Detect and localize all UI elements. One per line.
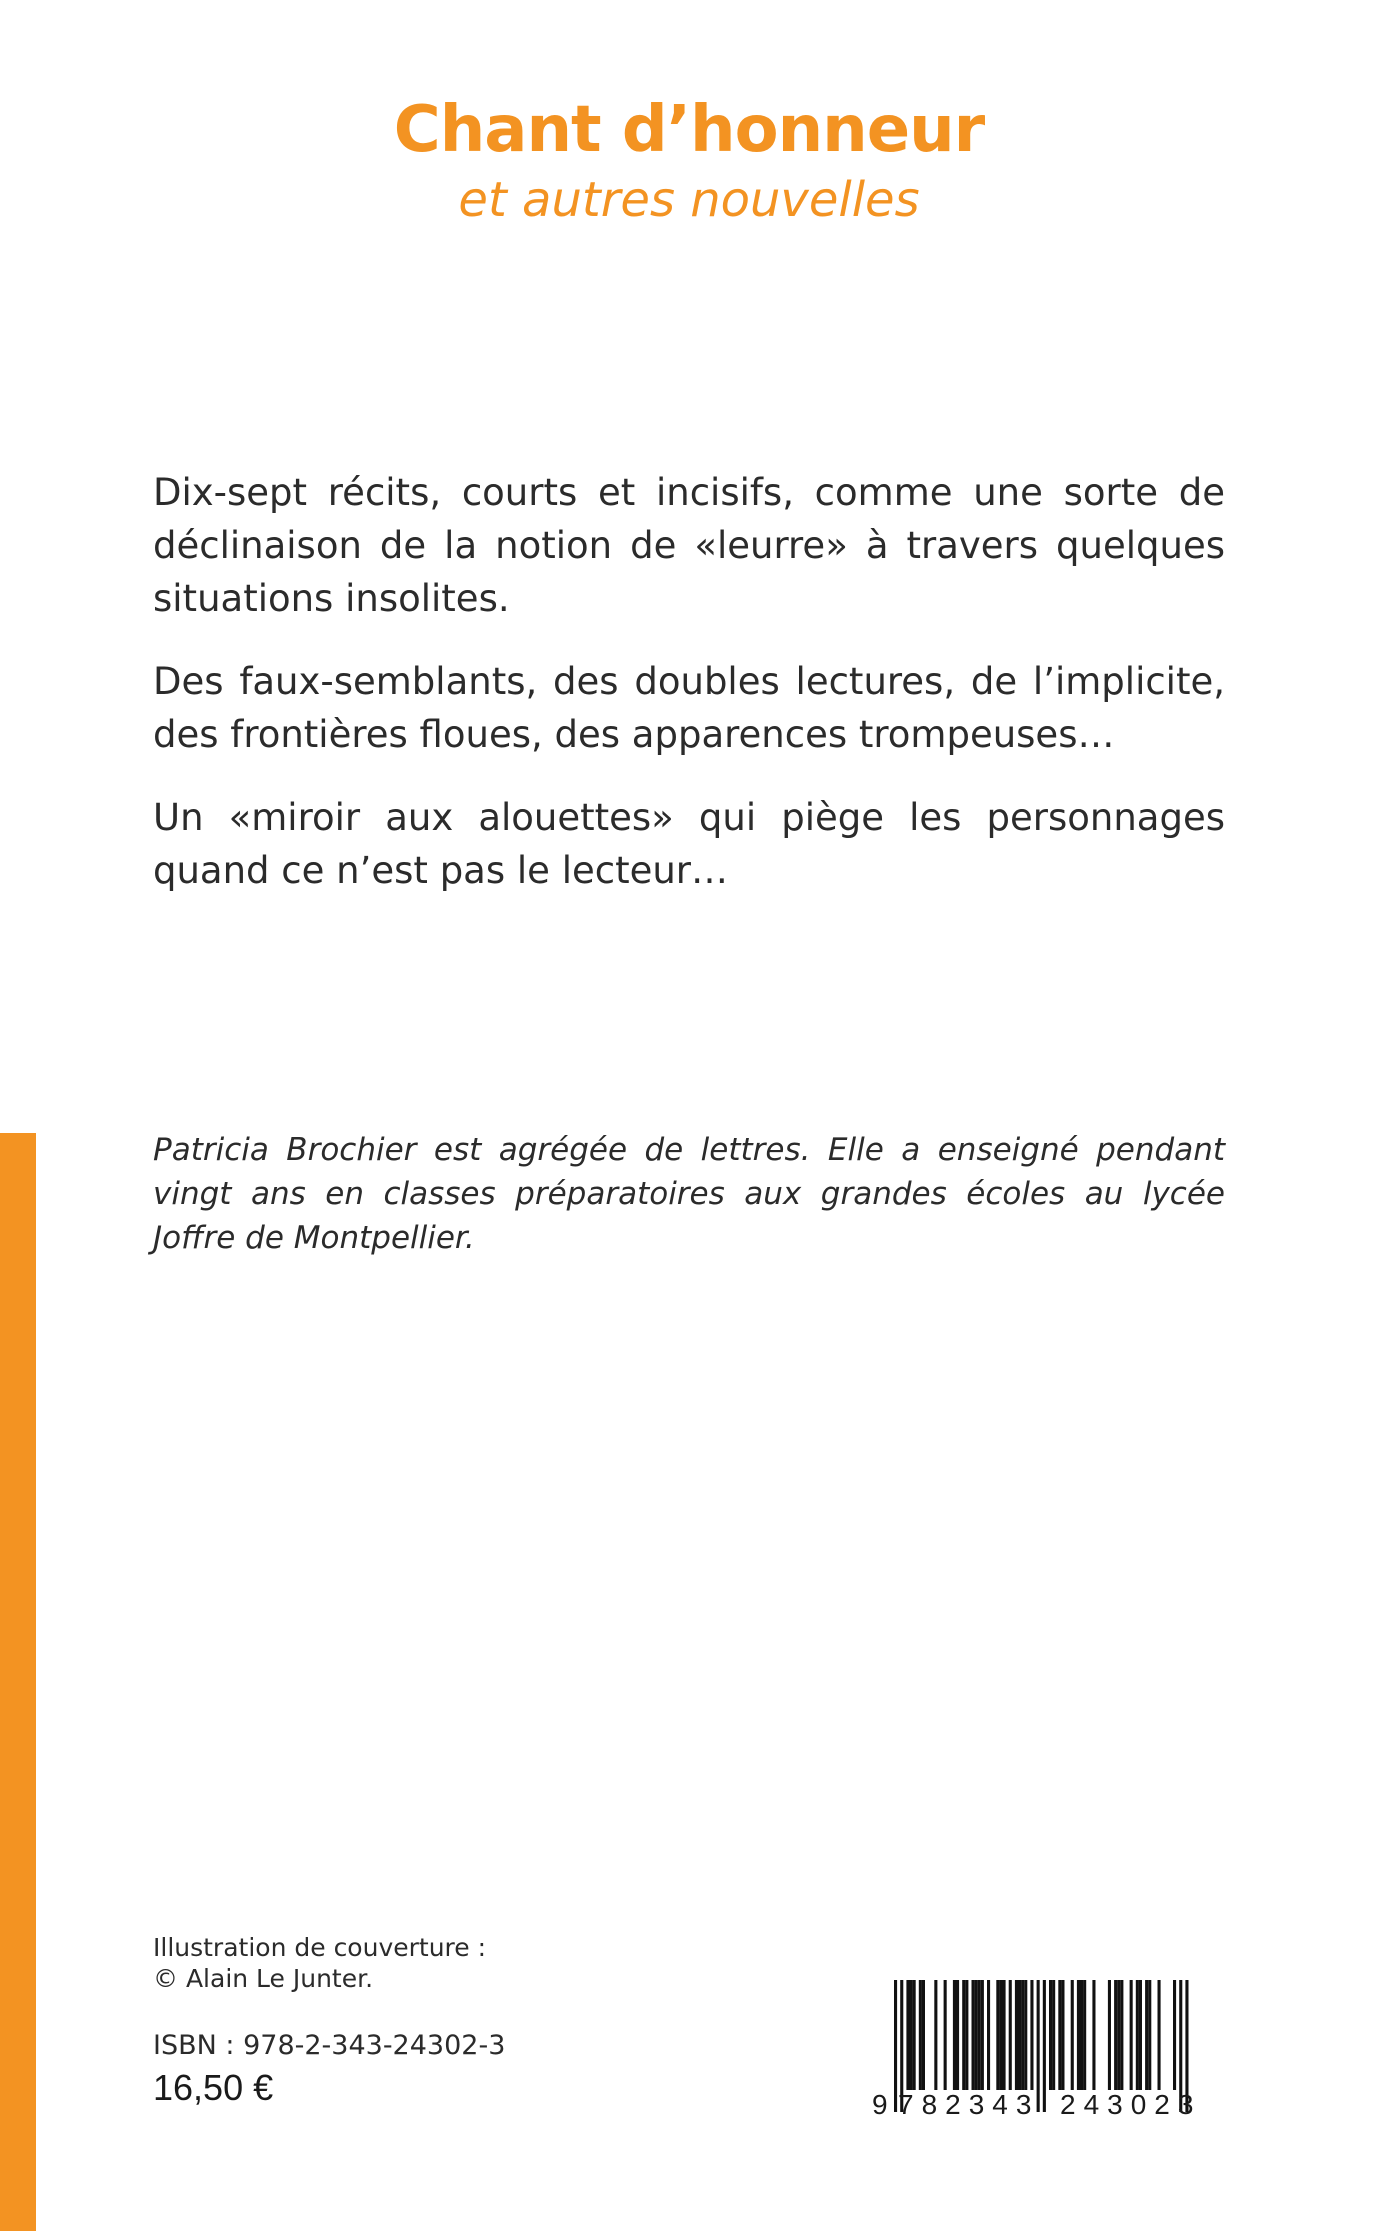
title-block bbox=[0, 90, 1400, 230]
barcode-guard-bar bbox=[894, 1980, 897, 2112]
barcode-bar bbox=[1083, 1980, 1086, 2090]
barcode-bar bbox=[1015, 1980, 1018, 2090]
barcode-bar bbox=[1071, 1980, 1074, 2090]
cover-credit-line-1: Illustration de couverture : bbox=[153, 1933, 487, 1962]
barcode-left-digits: 782343 bbox=[898, 2089, 1040, 2118]
barcode-bar bbox=[919, 1980, 922, 2090]
barcode-bar bbox=[978, 1980, 981, 2090]
barcode-bar bbox=[1061, 1980, 1064, 2090]
barcode-bar bbox=[1145, 1980, 1148, 2090]
barcode-bar bbox=[1120, 1980, 1123, 2090]
barcode-bar bbox=[1092, 1980, 1095, 2090]
barcode-bar bbox=[1077, 1980, 1080, 2090]
author-bio bbox=[153, 1128, 1225, 1260]
book-subtitle: et autres nouvelles bbox=[458, 172, 920, 228]
blurb-paragraph-3: Un «miroir aux alouettes» qui piège les personnages quand ce n’est pas le lecteur… bbox=[153, 796, 1225, 892]
isbn-barcode bbox=[866, 1978, 1226, 2118]
barcode-bar bbox=[1108, 1980, 1111, 2090]
barcode-bar bbox=[922, 1980, 925, 2090]
barcode-bar bbox=[1117, 1980, 1120, 2090]
barcode-bar bbox=[1052, 1980, 1055, 2090]
barcode-bar bbox=[981, 1980, 984, 2090]
barcode-bar bbox=[1158, 1980, 1161, 2090]
cover-credit-line-2: © Alain Le Junter. bbox=[153, 1964, 374, 1993]
blurb-paragraph-1: Dix-sept récits, courts et incisifs, comme une sorte de déclinaison de la notion de «leurre» à travers quelques situations insolites. bbox=[153, 471, 1225, 620]
barcode-bar bbox=[913, 1980, 916, 2090]
barcode-bar bbox=[1021, 1980, 1024, 2090]
barcode-bar bbox=[1136, 1980, 1139, 2090]
blurb bbox=[153, 466, 1225, 927]
barcode-bar bbox=[910, 1980, 913, 2090]
author-bio-text: est agrégée de lettres. Elle a enseigné pendant vingt ans en classes préparatoires aux grandes écoles au lycée Joffre de Montpellier. bbox=[153, 1132, 1225, 1256]
barcode-bar bbox=[1024, 1980, 1027, 2090]
barcode-bar bbox=[1030, 1980, 1033, 2090]
author-name: Patricia Brochier bbox=[153, 1132, 417, 1168]
barcode-bar bbox=[1003, 1980, 1006, 2090]
cover-credit bbox=[153, 1932, 486, 1994]
book-title: Chant d’honneur bbox=[393, 93, 985, 167]
barcode-bar bbox=[1080, 1980, 1083, 2090]
barcode-lead-digit: 9 bbox=[872, 2089, 888, 2118]
barcode-bar bbox=[956, 1980, 959, 2090]
barcode-bar bbox=[1018, 1980, 1021, 2090]
barcode-bar bbox=[975, 1980, 978, 2090]
barcode-right-digits: 243023 bbox=[1060, 2089, 1202, 2118]
barcode-bar bbox=[1058, 1980, 1061, 2090]
barcode-bar bbox=[1114, 1980, 1117, 2090]
barcode-bar bbox=[934, 1980, 937, 2090]
barcode-bar bbox=[987, 1980, 990, 2090]
barcode-bar bbox=[972, 1980, 975, 2090]
barcode-bar bbox=[1148, 1980, 1151, 2090]
isbn: ISBN : 978-2-343-24302-3 bbox=[153, 2030, 506, 2061]
barcode-bar bbox=[1139, 1980, 1142, 2090]
barcode-guard-bar bbox=[1043, 1980, 1046, 2112]
barcode-bar bbox=[999, 1980, 1002, 2090]
barcode-bar bbox=[953, 1980, 956, 2090]
barcode-bar bbox=[996, 1980, 999, 2090]
barcode-bar bbox=[1173, 1980, 1176, 2090]
barcode-bar bbox=[906, 1980, 909, 2090]
barcode-bar bbox=[965, 1980, 968, 2090]
barcode-bar bbox=[1049, 1980, 1052, 2090]
barcode-bar bbox=[962, 1980, 965, 2090]
blurb-paragraph-2: Des faux-semblants, des doubles lectures, de l’implicite, des frontières floues, des apparences trompeuses… bbox=[153, 660, 1225, 756]
barcode-bar bbox=[1009, 1980, 1012, 2090]
price: 16,50 € bbox=[153, 2067, 274, 2108]
orange-side-bar bbox=[0, 1133, 36, 2231]
barcode-bar bbox=[1130, 1980, 1133, 2090]
barcode-bar bbox=[944, 1980, 947, 2090]
